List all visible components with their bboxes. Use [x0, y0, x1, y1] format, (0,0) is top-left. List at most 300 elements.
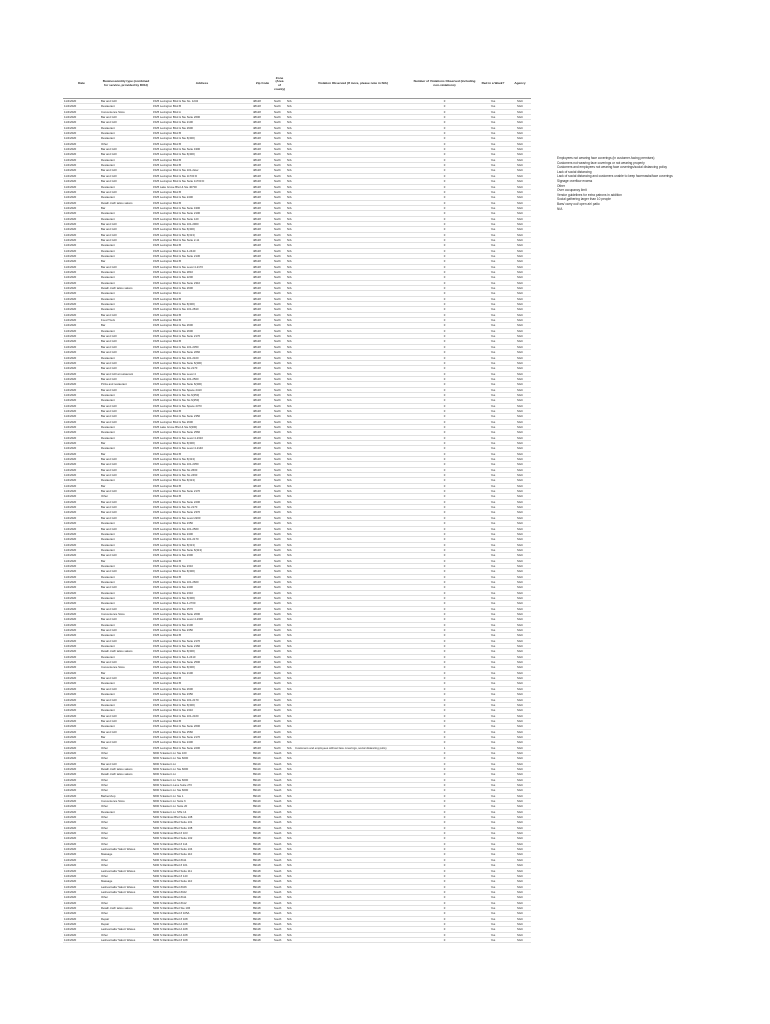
table-cell: Yes	[477, 387, 509, 392]
table-cell: 0	[412, 109, 477, 114]
table-cell: South	[273, 884, 286, 889]
table-cell: Yes	[477, 296, 509, 301]
table-cell: SGC	[509, 558, 531, 563]
table-cell: 11/4/2020	[63, 157, 100, 162]
table-cell: 48128	[252, 740, 273, 745]
table-cell: 0	[412, 724, 477, 729]
table-cell: 48128	[252, 617, 273, 622]
table-cell: SGC	[509, 547, 531, 552]
table-cell: North	[273, 590, 286, 595]
table-cell: 1525 Lexington Blvd & Ste Suite 2310	[152, 280, 252, 285]
table-cell: N/A	[286, 852, 294, 857]
table-cell: 1525 Lexington Blvd & Ste Suite 6(300)	[152, 360, 252, 365]
table-cell: 6600 S Eastern Ln Ste 1	[152, 793, 252, 798]
table-cell: N/A	[286, 633, 294, 638]
table-cell: North	[273, 286, 286, 291]
table-cell: 0	[412, 253, 477, 258]
table-cell: Retail/ craft/ tattoo salons	[100, 286, 152, 291]
table-cell: Restaurant	[100, 644, 152, 649]
table-cell: SGC	[509, 772, 531, 777]
table-cell: North	[273, 157, 286, 162]
table-cell: 0	[412, 205, 477, 210]
table-cell: Yes	[477, 99, 509, 104]
table-cell: North	[273, 435, 286, 440]
table-cell: 48128	[252, 489, 273, 494]
table-cell: 1525 Lexington Blvd & Ste 2100	[152, 622, 252, 627]
table-cell: 1525 Lexington Blvd & Ste 2900	[152, 125, 252, 130]
table-cell: 1525 Lexington Blvd & Ste 2600	[152, 323, 252, 328]
table-cell: Yes	[477, 141, 509, 146]
table-cell: 1525 Lexington Blvd B	[152, 574, 252, 579]
table-cell: 0	[412, 825, 477, 830]
table-cell: South	[273, 772, 286, 777]
table-cell: SGC	[509, 376, 531, 381]
legend-item: Social gathering larger than 10 people	[557, 197, 611, 202]
table-cell: SGC	[509, 328, 531, 333]
table-cell: 11/4/2020	[63, 366, 100, 371]
table-cell: N/A	[286, 601, 294, 606]
table-cell: 1525 Lexington Blvd & Ste No. 1234	[152, 99, 252, 104]
table-cell: 1525 Lexington Blvd & Ste Suite 4300	[152, 147, 252, 152]
table-cell: 11/4/2020	[63, 681, 100, 686]
table-cell: 1525 Lexington Blvd B	[152, 494, 252, 499]
table-cell: 5400 S Rainbow Blvd # 140	[152, 873, 252, 878]
table-cell: North	[273, 280, 286, 285]
table-cell: SGC	[509, 291, 531, 296]
table-cell: Other	[100, 932, 152, 937]
table-cell: 0	[412, 376, 477, 381]
table-cell: 0	[412, 179, 477, 184]
table-cell: 1525 Lexington Blvd & Ste Level 4	[152, 371, 252, 376]
table-cell: N/A	[286, 163, 294, 168]
table-cell: North	[273, 718, 286, 723]
table-cell: 0	[412, 355, 477, 360]
table-cell: 1525 Lexington Blvd & Ste Suite 2160	[152, 644, 252, 649]
table-cell: 0	[412, 692, 477, 697]
table-cell: 11/4/2020	[63, 868, 100, 873]
table-cell: 48128	[252, 366, 273, 371]
table-cell: North	[273, 585, 286, 590]
table-cell: N/A	[286, 424, 294, 429]
table-cell: Other	[100, 911, 152, 916]
table-cell: 11/4/2020	[63, 339, 100, 344]
table-cell: South	[273, 889, 286, 894]
table-cell: 89118	[252, 884, 273, 889]
table-cell: 0	[412, 900, 477, 905]
table-cell: 48128	[252, 446, 273, 451]
table-cell: North	[273, 612, 286, 617]
table-cell: SGC	[509, 777, 531, 782]
table-cell: N/A	[286, 708, 294, 713]
table-cell: Yes	[477, 649, 509, 654]
table-cell: 0	[412, 553, 477, 558]
table-cell: Restaurant	[100, 692, 152, 697]
table-cell: N/A	[286, 900, 294, 905]
table-cell: 11/4/2020	[63, 280, 100, 285]
table-cell: 48128	[252, 457, 273, 462]
table-cell: SGC	[509, 184, 531, 189]
table-cell: N/A	[286, 702, 294, 707]
table-cell: 0	[412, 740, 477, 745]
table-cell: Yes	[477, 521, 509, 526]
table-cell: 1525 Lexington Blvd & Ste 4-2410	[152, 654, 252, 659]
table-cell: 0	[412, 772, 477, 777]
table-cell: SGC	[509, 697, 531, 702]
table-cell: 11/4/2020	[63, 323, 100, 328]
table-cell: 48128	[252, 644, 273, 649]
table-cell: SGC	[509, 889, 531, 894]
table-cell: 89119	[252, 799, 273, 804]
table-cell: SGC	[509, 579, 531, 584]
table-cell: 48128	[252, 473, 273, 478]
table-cell: Restaurant	[100, 724, 152, 729]
table-cell: 11/4/2020	[63, 441, 100, 446]
table-cell: SGC	[509, 136, 531, 141]
table-cell: Yes	[477, 323, 509, 328]
table-cell: 1525 Lexington Blvd & Ste Suite 4300	[152, 205, 252, 210]
table-cell: SGC	[509, 911, 531, 916]
table-cell: North	[273, 606, 286, 611]
table-cell: Restaurant	[100, 275, 152, 280]
table-cell: 48128	[252, 419, 273, 424]
table-cell: 11/4/2020	[63, 414, 100, 419]
table-cell: Restaurant	[100, 157, 152, 162]
table-cell: 0	[412, 237, 477, 242]
table-cell: 0	[412, 510, 477, 515]
table-cell: Bar and Grill	[100, 189, 152, 194]
table-cell: Restaurant	[100, 253, 152, 258]
table-cell: Yes	[477, 408, 509, 413]
table-cell: Yes	[477, 398, 509, 403]
table-cell: 48128	[252, 702, 273, 707]
table-cell: 0	[412, 783, 477, 788]
table-cell: 48128	[252, 280, 273, 285]
table-cell: 1525 Lexington Blvd & Ste Level 2200	[152, 515, 252, 520]
table-cell: North	[273, 104, 286, 109]
table-cell: N/A	[286, 494, 294, 499]
table-cell: 48128	[252, 708, 273, 713]
table-cell: 0	[412, 473, 477, 478]
table-cell: 11/4/2020	[63, 494, 100, 499]
table-cell: 48128	[252, 403, 273, 408]
table-cell: 48128	[252, 334, 273, 339]
table-cell: Yes	[477, 173, 509, 178]
table-cell: 11/4/2020	[63, 793, 100, 798]
table-cell: North	[273, 654, 286, 659]
table-cell: N/A	[286, 777, 294, 782]
table-cell: 48128	[252, 558, 273, 563]
table-cell: North	[273, 665, 286, 670]
table-cell: 11/4/2020	[63, 318, 100, 323]
table-cell: Yes	[477, 200, 509, 205]
table-cell: Yes	[477, 424, 509, 429]
table-cell: North	[273, 697, 286, 702]
table-cell: Other	[100, 836, 152, 841]
table-cell: 5400 S Rainbow Blvd Suite 102	[152, 836, 252, 841]
table-cell: 48128	[252, 595, 273, 600]
table-cell: 11/4/2020	[63, 408, 100, 413]
table-cell: North	[273, 259, 286, 264]
table-cell: 48128	[252, 676, 273, 681]
table-cell: 0	[412, 131, 477, 136]
table-cell: Bar and Grill	[100, 99, 152, 104]
table-cell: 0	[412, 927, 477, 932]
table-cell: 48128	[252, 649, 273, 654]
table-cell: 0	[412, 195, 477, 200]
table-cell: North	[273, 195, 286, 200]
table-cell: Yes	[477, 708, 509, 713]
table-cell: 11/4/2020	[63, 756, 100, 761]
table-cell: 48128	[252, 243, 273, 248]
table-cell: Yes	[477, 211, 509, 216]
table-cell: N/A	[286, 521, 294, 526]
table-cell: North	[273, 430, 286, 435]
table-cell: 48128	[252, 569, 273, 574]
table-cell: North	[273, 296, 286, 301]
table-cell: N/A	[286, 141, 294, 146]
table-cell: 48128	[252, 729, 273, 734]
table-cell: 5400 S Rainbow Blvd #111	[152, 895, 252, 900]
table-cell: North	[273, 232, 286, 237]
table-cell: 1525 Lexington Blvd & Ste 6(313)	[152, 232, 252, 237]
table-cell: 11/4/2020	[63, 355, 100, 360]
table-cell: Yes	[477, 232, 509, 237]
table-cell: 11/4/2020	[63, 371, 100, 376]
table-cell: SGC	[509, 526, 531, 531]
table-cell: 6600 S Eastern Ln	[152, 761, 252, 766]
table-cell: N/A	[286, 441, 294, 446]
table-cell: 48128	[252, 590, 273, 595]
table-cell: North	[273, 125, 286, 130]
table-cell: Bar and Grill	[100, 473, 152, 478]
table-cell: 0	[412, 590, 477, 595]
table-cell: N/A	[286, 515, 294, 520]
table-cell: North	[273, 264, 286, 269]
table-cell: 0	[412, 216, 477, 221]
table-cell: SGC	[509, 403, 531, 408]
table-cell: 48128	[252, 200, 273, 205]
table-cell: Yes	[477, 783, 509, 788]
table-cell: Convenience Store	[100, 799, 152, 804]
table-cell: 0	[412, 430, 477, 435]
header-row	[63, 70, 531, 99]
table-cell: SGC	[509, 131, 531, 136]
table-cell: SGC	[509, 750, 531, 755]
table-cell: 11/4/2020	[63, 173, 100, 178]
table-cell: 1525 Lexington Blvd B	[152, 681, 252, 686]
table-cell: Yes	[477, 531, 509, 536]
table-cell: 0	[412, 328, 477, 333]
table-cell: N/A	[286, 820, 294, 825]
table-cell: North	[273, 136, 286, 141]
table-cell: Bar and Grill	[100, 686, 152, 691]
table-cell: 0	[412, 911, 477, 916]
table-cell: 89118	[252, 863, 273, 868]
table-cell: 11/4/2020	[63, 473, 100, 478]
table-cell: 89119	[252, 766, 273, 771]
table-cell: Yes	[477, 478, 509, 483]
table-cell: 0	[412, 104, 477, 109]
table-cell: SGC	[509, 585, 531, 590]
table-cell: 11/4/2020	[63, 259, 100, 264]
table-cell: Lashes/nails/ Salon/ Waxes	[100, 927, 152, 932]
table-cell: Yes	[477, 350, 509, 355]
table-cell: Restaurant	[100, 211, 152, 216]
table-cell: North	[273, 328, 286, 333]
table-cell: SGC	[509, 734, 531, 739]
table-cell: 0	[412, 499, 477, 504]
table-cell: 0	[412, 168, 477, 173]
table-cell: 11/4/2020	[63, 253, 100, 258]
table-cell: N/A	[286, 243, 294, 248]
table-cell: 1525 Lexington Blvd & Ste 2400	[152, 740, 252, 745]
table-cell: 11/4/2020	[63, 761, 100, 766]
table-cell: 11/4/2020	[63, 184, 100, 189]
table-cell: 0	[412, 521, 477, 526]
table-cell: 48128	[252, 371, 273, 376]
table-cell: 1525 Lexington Blvd & Ste Suite 2500	[152, 660, 252, 665]
table-cell: 11/4/2020	[63, 189, 100, 194]
table-cell: 48128	[252, 665, 273, 670]
table-cell: Yes	[477, 612, 509, 617]
table-cell: Yes	[477, 392, 509, 397]
table-cell: N/A	[286, 868, 294, 873]
legend-item: Customers and employees not wearing face coverings/social distancing policy	[557, 165, 668, 170]
table-cell: 5400 S Rainbow Blvd #112	[152, 900, 252, 905]
table-cell: North	[273, 302, 286, 307]
table-cell: 1525 Lexington Blvd & Ste Suite 2170	[152, 334, 252, 339]
table-cell: 48128	[252, 360, 273, 365]
table-cell: N/A	[286, 585, 294, 590]
table-cell: Yes	[477, 205, 509, 210]
table-cell: 11/4/2020	[63, 766, 100, 771]
table-cell: Yes	[477, 595, 509, 600]
table-cell: N/A	[286, 734, 294, 739]
table-cell: 11/4/2020	[63, 937, 100, 942]
table-cell: 0	[412, 873, 477, 878]
table-cell: South	[273, 783, 286, 788]
table-cell: Yes	[477, 884, 509, 889]
table-cell: N/A	[286, 216, 294, 221]
table-cell: Yes	[477, 318, 509, 323]
table-cell: 48128	[252, 670, 273, 675]
table-cell: North	[273, 515, 286, 520]
table-cell: Bar and Grill	[100, 344, 152, 349]
table-cell: 1525 Lexington Blvd & Ste 2200	[152, 275, 252, 280]
table-cell: 48128	[252, 745, 273, 750]
table-cell: 11/4/2020	[63, 131, 100, 136]
table-cell: 1525 Lexington Blvd B	[152, 451, 252, 456]
table-cell: 48128	[252, 179, 273, 184]
table-cell: 0	[412, 649, 477, 654]
table-cell: 89119	[252, 772, 273, 777]
table-cell: Other	[100, 804, 152, 809]
table-cell: SGC	[509, 766, 531, 771]
table-cell: 0	[412, 312, 477, 317]
table-cell: North	[273, 558, 286, 563]
header-flag	[286, 70, 294, 99]
table-cell: SGC	[509, 318, 531, 323]
table-cell: 89119	[252, 788, 273, 793]
table-cell: 0	[412, 622, 477, 627]
table-cell: 48128	[252, 628, 273, 633]
table-cell: 0	[412, 211, 477, 216]
table-cell: Massage	[100, 852, 152, 857]
table-cell: North	[273, 115, 286, 120]
table-cell: Bar and Grill	[100, 387, 152, 392]
table-cell: North	[273, 291, 286, 296]
table-cell: Yes	[477, 563, 509, 568]
table-cell: South	[273, 756, 286, 761]
table-cell: 0	[412, 681, 477, 686]
table-cell: Restaurant	[100, 424, 152, 429]
table-cell: Bar and Grill	[100, 221, 152, 226]
table-cell: Restaurant	[100, 355, 152, 360]
table-cell: 11/4/2020	[63, 809, 100, 814]
table-cell: 5400 S Rainbow Blvd Suite 110	[152, 852, 252, 857]
table-cell: Bar and Grill	[100, 729, 152, 734]
table-cell: South	[273, 852, 286, 857]
table-cell: N/A	[286, 889, 294, 894]
table-cell: 1525 Lexington Blvd & Ste 2400	[152, 195, 252, 200]
table-cell: SGC	[509, 622, 531, 627]
table-cell: Convenience Store	[100, 665, 152, 670]
table-cell: North	[273, 617, 286, 622]
table-cell: 0	[412, 323, 477, 328]
table-cell: 1525 Lexington Blvd & Ste 6(300)	[152, 595, 252, 600]
table-cell: 89118	[252, 921, 273, 926]
table-cell: 0	[412, 184, 477, 189]
table-cell: 89119	[252, 756, 273, 761]
table-cell: 11/4/2020	[63, 398, 100, 403]
table-cell: N/A	[286, 921, 294, 926]
table-cell: 1525 Lexington Blvd & Ste No 2170	[152, 366, 252, 371]
table-cell: N/A	[286, 457, 294, 462]
table-cell: SGC	[509, 211, 531, 216]
table-cell: 1525 Lexington Blvd B	[152, 189, 252, 194]
table-cell: 1525 Lexington Blvd & Ste 6(300)	[152, 441, 252, 446]
table-cell: 6600 S Eastern Ln	[152, 772, 252, 777]
table-cell: 89118	[252, 911, 273, 916]
table-cell: North	[273, 253, 286, 258]
table-cell: 0	[412, 243, 477, 248]
table-cell: N/A	[286, 932, 294, 937]
table-cell: N/A	[286, 788, 294, 793]
table-cell: SGC	[509, 510, 531, 515]
table-cell: 11/4/2020	[63, 382, 100, 387]
table-cell: Bar and Grill	[100, 414, 152, 419]
table-cell: SGC	[509, 601, 531, 606]
table-cell: 1525 Lexington Blvd & Ste Suite 2370	[152, 510, 252, 515]
table-cell: N/A	[286, 649, 294, 654]
table-cell: 0	[412, 392, 477, 397]
table-cell: 0	[412, 574, 477, 579]
table-cell: 0	[412, 857, 477, 862]
table-cell: Yes	[477, 729, 509, 734]
table-cell: 11/4/2020	[63, 644, 100, 649]
table-cell: North	[273, 563, 286, 568]
table-cell: Yes	[477, 879, 509, 884]
table-cell: 11/4/2020	[63, 221, 100, 226]
table-cell: South	[273, 761, 286, 766]
table-cell: 11/4/2020	[63, 419, 100, 424]
table-cell: 0	[412, 542, 477, 547]
table-cell: 0	[412, 718, 477, 723]
table-cell: Bar	[100, 734, 152, 739]
table-cell: N/A	[286, 248, 294, 253]
table-cell: Yes	[477, 179, 509, 184]
table-cell: Pizza and restaurant	[100, 382, 152, 387]
